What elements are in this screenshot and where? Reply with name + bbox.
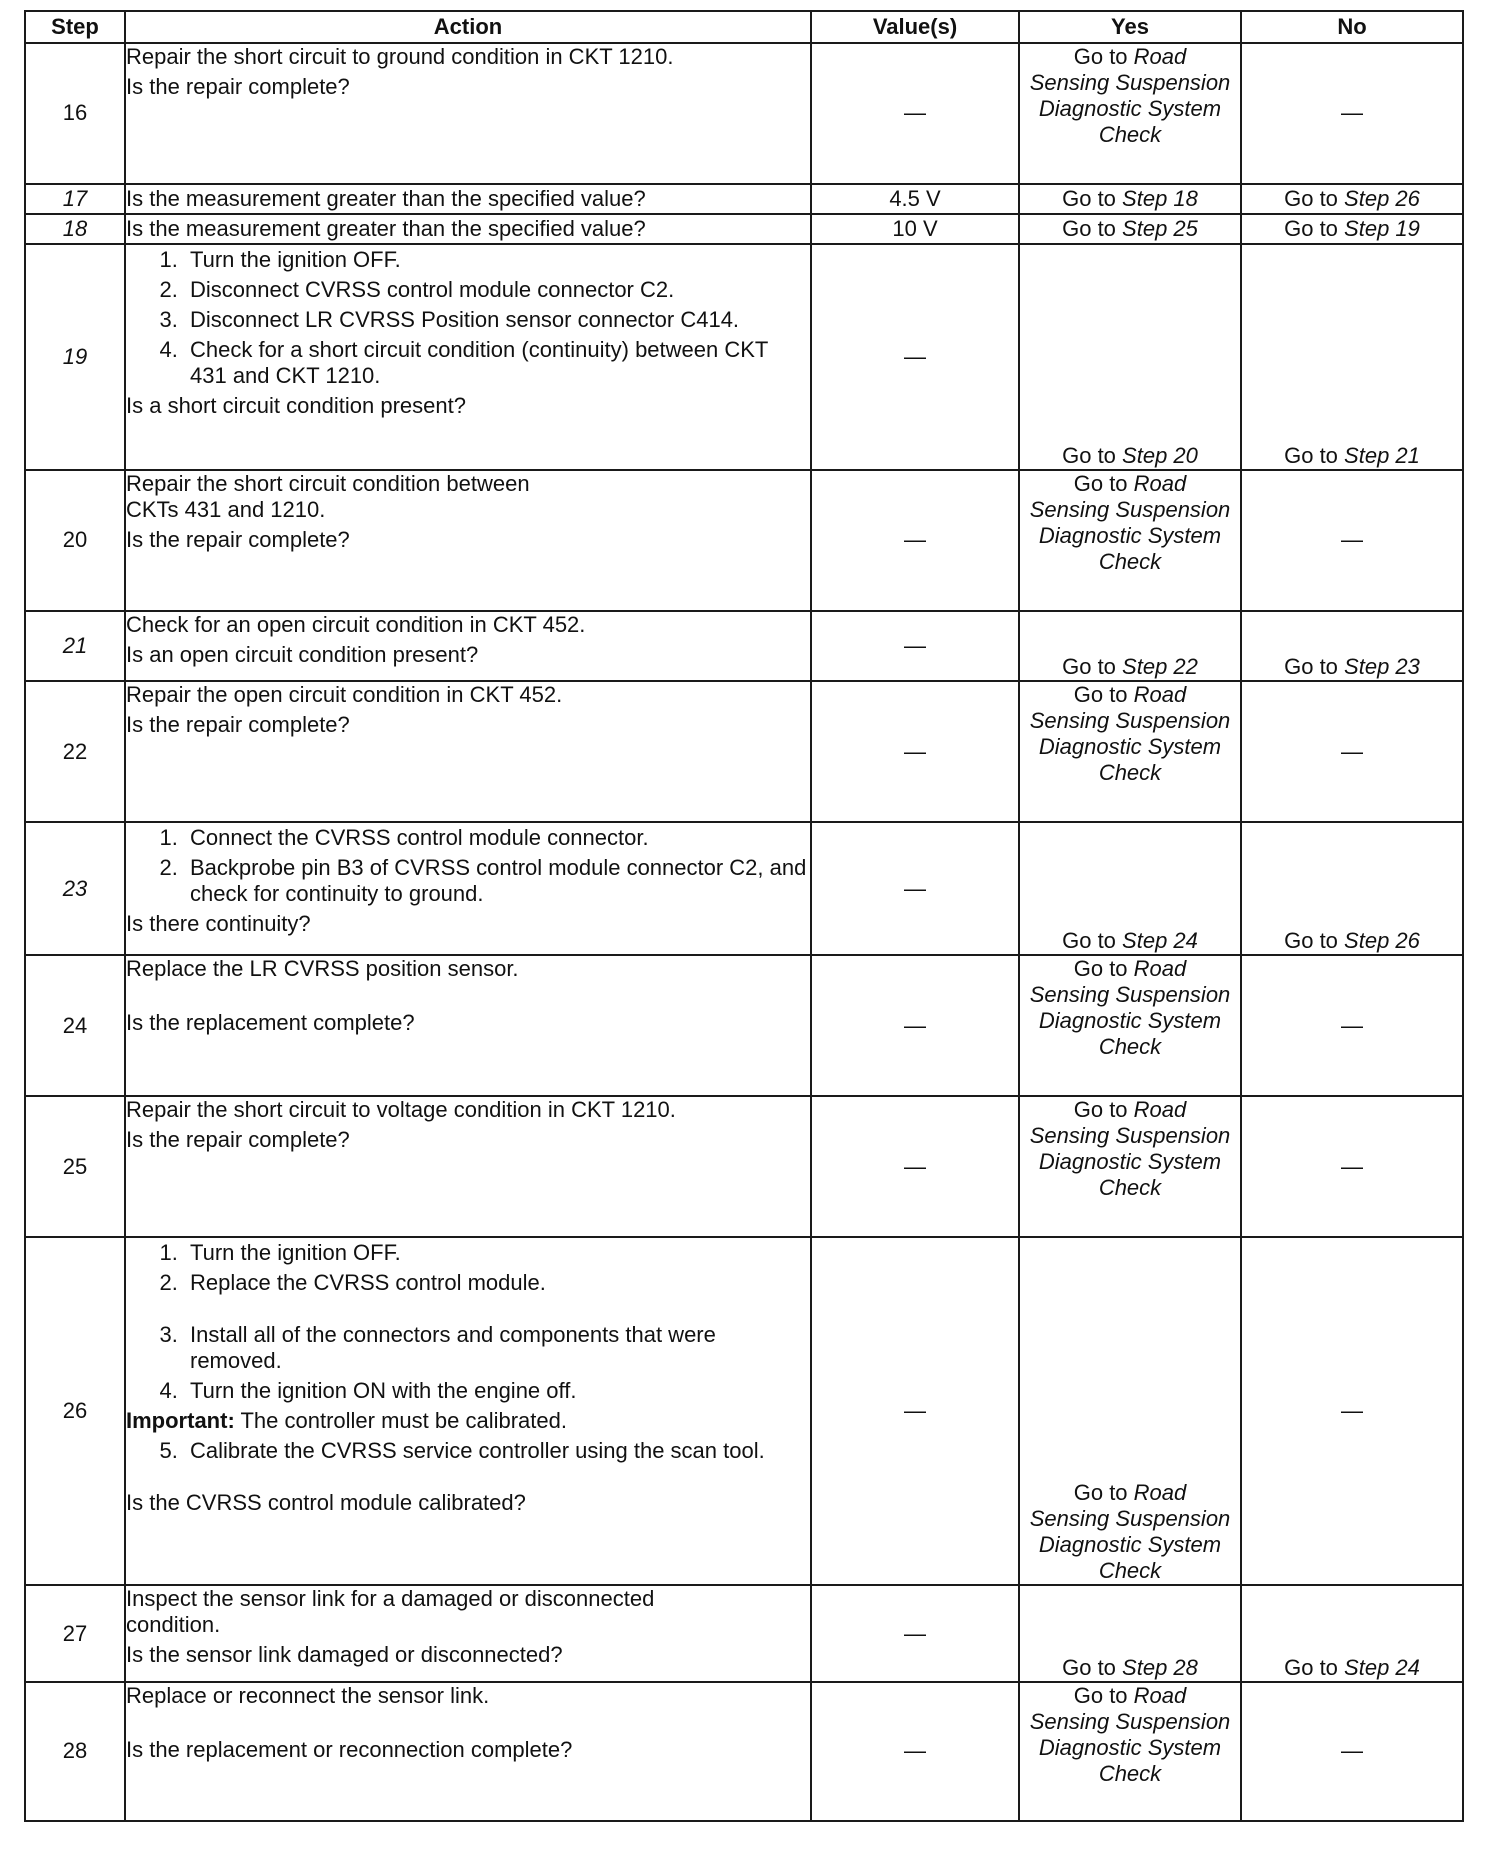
step-number: 26 bbox=[25, 1237, 125, 1585]
goto-target: Step 21 bbox=[1344, 442, 1420, 468]
yes-cell: Go to Step 28 bbox=[1019, 1585, 1241, 1682]
step-number: 18 bbox=[25, 214, 125, 244]
table-row bbox=[25, 822, 1463, 955]
table-row bbox=[25, 1585, 1463, 1682]
no-cell: Go to Step 23 bbox=[1241, 611, 1463, 681]
action-cell bbox=[125, 1682, 811, 1821]
no-cell: — bbox=[1241, 1237, 1463, 1585]
goto-target: Road bbox=[1133, 1097, 1187, 1123]
step-number: 16 bbox=[25, 43, 125, 184]
value-cell: — bbox=[811, 43, 1019, 184]
action-cell bbox=[125, 470, 811, 611]
action-step: 3. Disconnect LR CVRSS Position sensor connector C414. bbox=[184, 307, 810, 333]
no-cell: Go to Step 26 bbox=[1241, 822, 1463, 955]
step-number: 17 bbox=[25, 184, 125, 214]
step-number: 19 bbox=[25, 244, 125, 470]
no-cell: — bbox=[1241, 1682, 1463, 1821]
header-step: Step bbox=[25, 11, 125, 43]
value-cell: — bbox=[811, 1237, 1019, 1585]
action-cell bbox=[125, 822, 811, 955]
yes-cell: Go to Road Sensing Suspension Diagnostic System Check bbox=[1019, 955, 1241, 1096]
action-steps bbox=[126, 247, 810, 389]
goto-target: Step 24 bbox=[1122, 928, 1198, 954]
yes-cell: Go to Road Sensing Suspension Diagnostic System Check bbox=[1019, 1237, 1241, 1585]
no-cell: Go to Step 21 bbox=[1241, 244, 1463, 470]
step-number: 24 bbox=[25, 955, 125, 1096]
no-cell: — bbox=[1241, 470, 1463, 611]
table-row bbox=[25, 214, 1463, 244]
table-row bbox=[25, 1682, 1463, 1821]
goto-target: Step 18 bbox=[1122, 186, 1198, 212]
value-cell: 10 V bbox=[811, 214, 1019, 244]
action-question: Is the replacement or reconnection complete? bbox=[126, 1736, 573, 1762]
table-row bbox=[25, 43, 1463, 184]
goto-target: Step 26 bbox=[1344, 928, 1420, 954]
action-question: Is there continuity? bbox=[126, 911, 311, 937]
goto-target: Step 26 bbox=[1344, 186, 1420, 212]
action-question: Is the repair complete? bbox=[126, 74, 350, 99]
action-step: 4. Check for a short circuit condition (continuity) between CKT 431 and CKT 1210. bbox=[184, 337, 810, 389]
value-cell: — bbox=[811, 1096, 1019, 1237]
value-cell: 4.5 V bbox=[811, 184, 1019, 214]
action-text: Repair the short circuit condition between CKTs 431 and 1210. bbox=[126, 470, 530, 522]
action-step: 3. Install all of the connectors and components that were removed. bbox=[184, 1322, 810, 1374]
goto-target: Step 23 bbox=[1344, 654, 1420, 680]
value-cell: — bbox=[811, 1585, 1019, 1682]
goto-target-rest: Sensing Suspension Diagnostic System Check bbox=[1029, 70, 1231, 147]
action-cell bbox=[125, 1096, 811, 1237]
action-question: Is a short circuit condition present? bbox=[126, 393, 466, 419]
action-step: 4. Turn the ignition ON with the engine off. bbox=[184, 1378, 810, 1404]
value-cell: — bbox=[811, 955, 1019, 1096]
action-cell bbox=[125, 611, 811, 681]
table-row bbox=[25, 1096, 1463, 1237]
action-step: 2. Backprobe pin B3 of CVRSS control module connector C2, and check for continuity to ground. bbox=[184, 855, 810, 907]
action-question: Is the sensor link damaged or disconnected? bbox=[126, 1642, 563, 1668]
value-cell: — bbox=[811, 244, 1019, 470]
goto-reference bbox=[1020, 44, 1240, 70]
yes-cell: Go to Road Sensing Suspension Diagnostic System Check bbox=[1019, 1682, 1241, 1821]
step-number: 23 bbox=[25, 822, 125, 955]
value-cell: — bbox=[811, 1682, 1019, 1821]
action-step: 2. Disconnect CVRSS control module connector C2. bbox=[184, 277, 810, 303]
action-cell bbox=[125, 955, 811, 1096]
goto-target: Step 28 bbox=[1122, 1654, 1198, 1680]
action-step: 2. Replace the CVRSS control module. bbox=[184, 1270, 810, 1296]
goto-label: Go to bbox=[1073, 44, 1128, 69]
action-steps bbox=[126, 1438, 810, 1464]
table-row bbox=[25, 681, 1463, 822]
action-question: Is the measurement greater than the specified value? bbox=[126, 186, 646, 212]
action-question: Is the measurement greater than the specified value? bbox=[126, 216, 646, 242]
yes-cell: Go to Road Sensing Suspension Diagnostic System Check bbox=[1019, 681, 1241, 822]
action-text: Replace or reconnect the sensor link. bbox=[126, 1682, 490, 1708]
yes-cell bbox=[1019, 43, 1241, 184]
action-cell bbox=[125, 184, 811, 214]
action-cell bbox=[125, 214, 811, 244]
action-question: Is an open circuit condition present? bbox=[126, 641, 479, 667]
goto-target: Step 22 bbox=[1122, 654, 1198, 680]
yes-cell: Go to Step 20 bbox=[1019, 244, 1241, 470]
yes-cell: Go to Step 18 bbox=[1019, 184, 1241, 214]
action-steps bbox=[126, 1240, 810, 1404]
action-question: Is the CVRSS control module calibrated? bbox=[126, 1489, 526, 1515]
step-number: 25 bbox=[25, 1096, 125, 1237]
value-cell: — bbox=[811, 470, 1019, 611]
action-cell bbox=[125, 1237, 811, 1585]
header-values: Value(s) bbox=[811, 11, 1019, 43]
table-row bbox=[25, 184, 1463, 214]
action-text: Inspect the sensor link for a damaged or disconnected condition. bbox=[126, 1586, 655, 1638]
no-cell: — bbox=[1241, 1096, 1463, 1237]
goto-target: Step 19 bbox=[1344, 216, 1420, 242]
no-cell: Go to Step 26 bbox=[1241, 184, 1463, 214]
yes-cell: Go to Road Sensing Suspension Diagnostic System Check bbox=[1019, 470, 1241, 611]
no-cell: — bbox=[1241, 955, 1463, 1096]
header-row bbox=[25, 11, 1463, 43]
goto-target: Road bbox=[1133, 956, 1187, 982]
action-question: Is the repair complete? bbox=[126, 712, 350, 738]
action-text: Repair the short circuit to voltage condition in CKT 1210. bbox=[126, 1097, 676, 1123]
no-cell: — bbox=[1241, 43, 1463, 184]
goto-target: Road bbox=[1133, 470, 1187, 496]
table-row bbox=[25, 955, 1463, 1096]
table-row bbox=[25, 470, 1463, 611]
action-text: Repair the open circuit condition in CKT 452. bbox=[126, 682, 563, 708]
goto-target: Step 20 bbox=[1122, 442, 1198, 468]
yes-cell: Go to Road Sensing Suspension Diagnostic System Check bbox=[1019, 1096, 1241, 1237]
goto-target: Road bbox=[1133, 1682, 1187, 1708]
action-cell bbox=[125, 1585, 811, 1682]
yes-cell: Go to Step 24 bbox=[1019, 822, 1241, 955]
step-number: 27 bbox=[25, 1585, 125, 1682]
important-label: Important: bbox=[126, 1407, 235, 1433]
action-step: 1. Turn the ignition OFF. bbox=[184, 247, 810, 273]
no-cell: Go to Step 24 bbox=[1241, 1585, 1463, 1682]
yes-cell: Go to Step 22 bbox=[1019, 611, 1241, 681]
header-no: No bbox=[1241, 11, 1463, 43]
action-text: Check for an open circuit condition in CKT 452. bbox=[126, 611, 586, 637]
table-row bbox=[25, 1237, 1463, 1585]
action-step: 1. Turn the ignition OFF. bbox=[184, 1240, 810, 1266]
step-number: 21 bbox=[25, 611, 125, 681]
action-text: Repair the short circuit to ground condition in CKT 1210. bbox=[126, 44, 674, 69]
goto-target: Road bbox=[1133, 44, 1187, 69]
value-cell: — bbox=[811, 822, 1019, 955]
important-note bbox=[126, 1408, 810, 1434]
action-text: Replace the LR CVRSS position sensor. bbox=[126, 956, 519, 982]
diagnostic-table bbox=[24, 10, 1464, 1822]
action-step: 1. Connect the CVRSS control module connector. bbox=[184, 825, 810, 851]
action-cell bbox=[125, 681, 811, 822]
no-cell: — bbox=[1241, 681, 1463, 822]
important-text: The controller must be calibrated. bbox=[234, 1407, 567, 1433]
step-number: 22 bbox=[25, 681, 125, 822]
action-question: Is the repair complete? bbox=[126, 1127, 350, 1153]
action-steps bbox=[126, 825, 810, 907]
step-number: 20 bbox=[25, 470, 125, 611]
header-action: Action bbox=[125, 11, 811, 43]
action-question: Is the repair complete? bbox=[126, 526, 350, 552]
action-cell bbox=[125, 244, 811, 470]
value-cell: — bbox=[811, 681, 1019, 822]
goto-target: Road bbox=[1133, 682, 1187, 708]
goto-target: Step 24 bbox=[1344, 1654, 1420, 1680]
no-cell: Go to Step 19 bbox=[1241, 214, 1463, 244]
yes-cell: Go to Step 25 bbox=[1019, 214, 1241, 244]
value-cell: — bbox=[811, 611, 1019, 681]
header-yes: Yes bbox=[1019, 11, 1241, 43]
goto-target: Step 25 bbox=[1122, 216, 1198, 242]
goto-target: Road bbox=[1133, 1480, 1187, 1506]
action-question: Is the replacement complete? bbox=[126, 1010, 415, 1036]
step-number: 28 bbox=[25, 1682, 125, 1821]
action-step: 5. Calibrate the CVRSS service controller using the scan tool. bbox=[184, 1438, 810, 1464]
table-row bbox=[25, 611, 1463, 681]
table-row bbox=[25, 244, 1463, 470]
action-cell bbox=[125, 43, 811, 184]
